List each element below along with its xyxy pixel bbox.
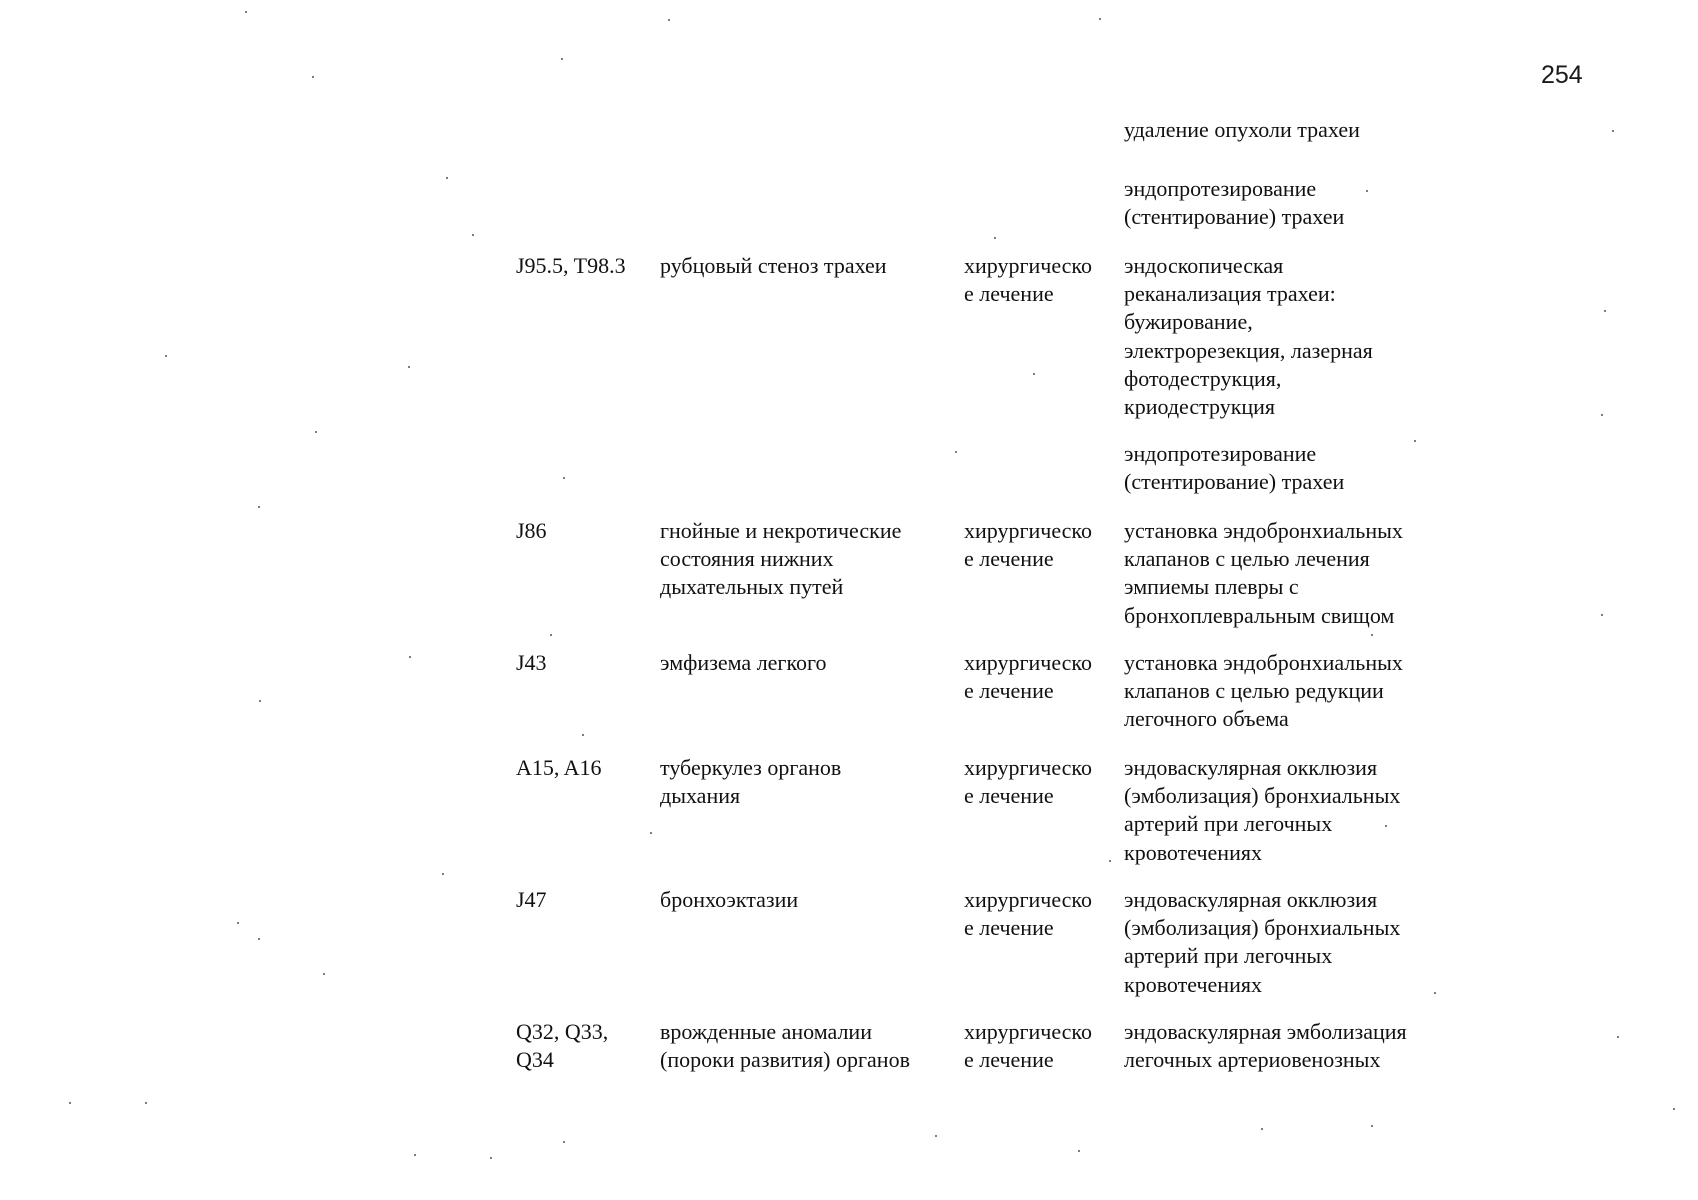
procedure-cell: эндоваскулярная эмболизация легочных артериовенозных (1124, 1019, 1407, 1073)
diagnosis-cell: бронхоэктазии (660, 887, 799, 912)
method-cell: хирургическо е лечение (964, 518, 1092, 572)
code-cell: J47 (516, 887, 547, 912)
procedure-cell: эндопротезирование (стентирование) трахеи (1124, 176, 1345, 230)
code-cell: A15, A16 (516, 755, 602, 780)
diagnosis-cell: врожденные аномалии (пороки развития) органов (660, 1019, 910, 1073)
code-cell: J43 (516, 650, 547, 675)
method-cell: хирургическо е лечение (964, 755, 1092, 809)
procedure-cell: эндоваскулярная окклюзия (эмболизация) бронхиальных артерий при легочных кровотечениях (1124, 755, 1401, 865)
diagnosis-cell: рубцовый стеноз трахеи (660, 253, 887, 278)
method-cell: хирургическо е лечение (964, 1019, 1092, 1073)
diagnosis-cell: гнойные и некротические состояния нижних дыхательных путей (660, 518, 902, 600)
code-cell: J86 (516, 518, 547, 543)
procedure-cell: установка эндобронхиальных клапанов с целью редукции легочного объема (1124, 650, 1403, 732)
diagnosis-cell: туберкулез органов дыхания (660, 755, 842, 809)
page-number: 254 (1541, 61, 1583, 89)
procedure-cell: эндопротезирование (стентирование) трахеи (1124, 441, 1345, 495)
code-cell: Q32, Q33, Q34 (516, 1019, 609, 1073)
procedure-cell: установка эндобронхиальных клапанов с целью лечения эмпиемы плевры с бронхоплевральным свищом (1124, 518, 1403, 628)
method-cell: хирургическо е лечение (964, 650, 1092, 704)
procedure-cell: эндоскопическая реканализация трахеи: бужирование, электрорезекция, лазерная фотодеструкция, криодеструкция (1124, 253, 1373, 420)
method-cell: хирургическо е лечение (964, 887, 1092, 941)
diagnosis-cell: эмфизема легкого (660, 650, 827, 675)
code-cell: J95.5, T98.3 (516, 253, 626, 278)
method-cell: хирургическо е лечение (964, 253, 1092, 307)
procedure-cell: удаление опухоли трахеи (1124, 117, 1360, 142)
procedure-cell: эндоваскулярная окклюзия (эмболизация) бронхиальных артерий при легочных кровотечениях (1124, 887, 1401, 997)
